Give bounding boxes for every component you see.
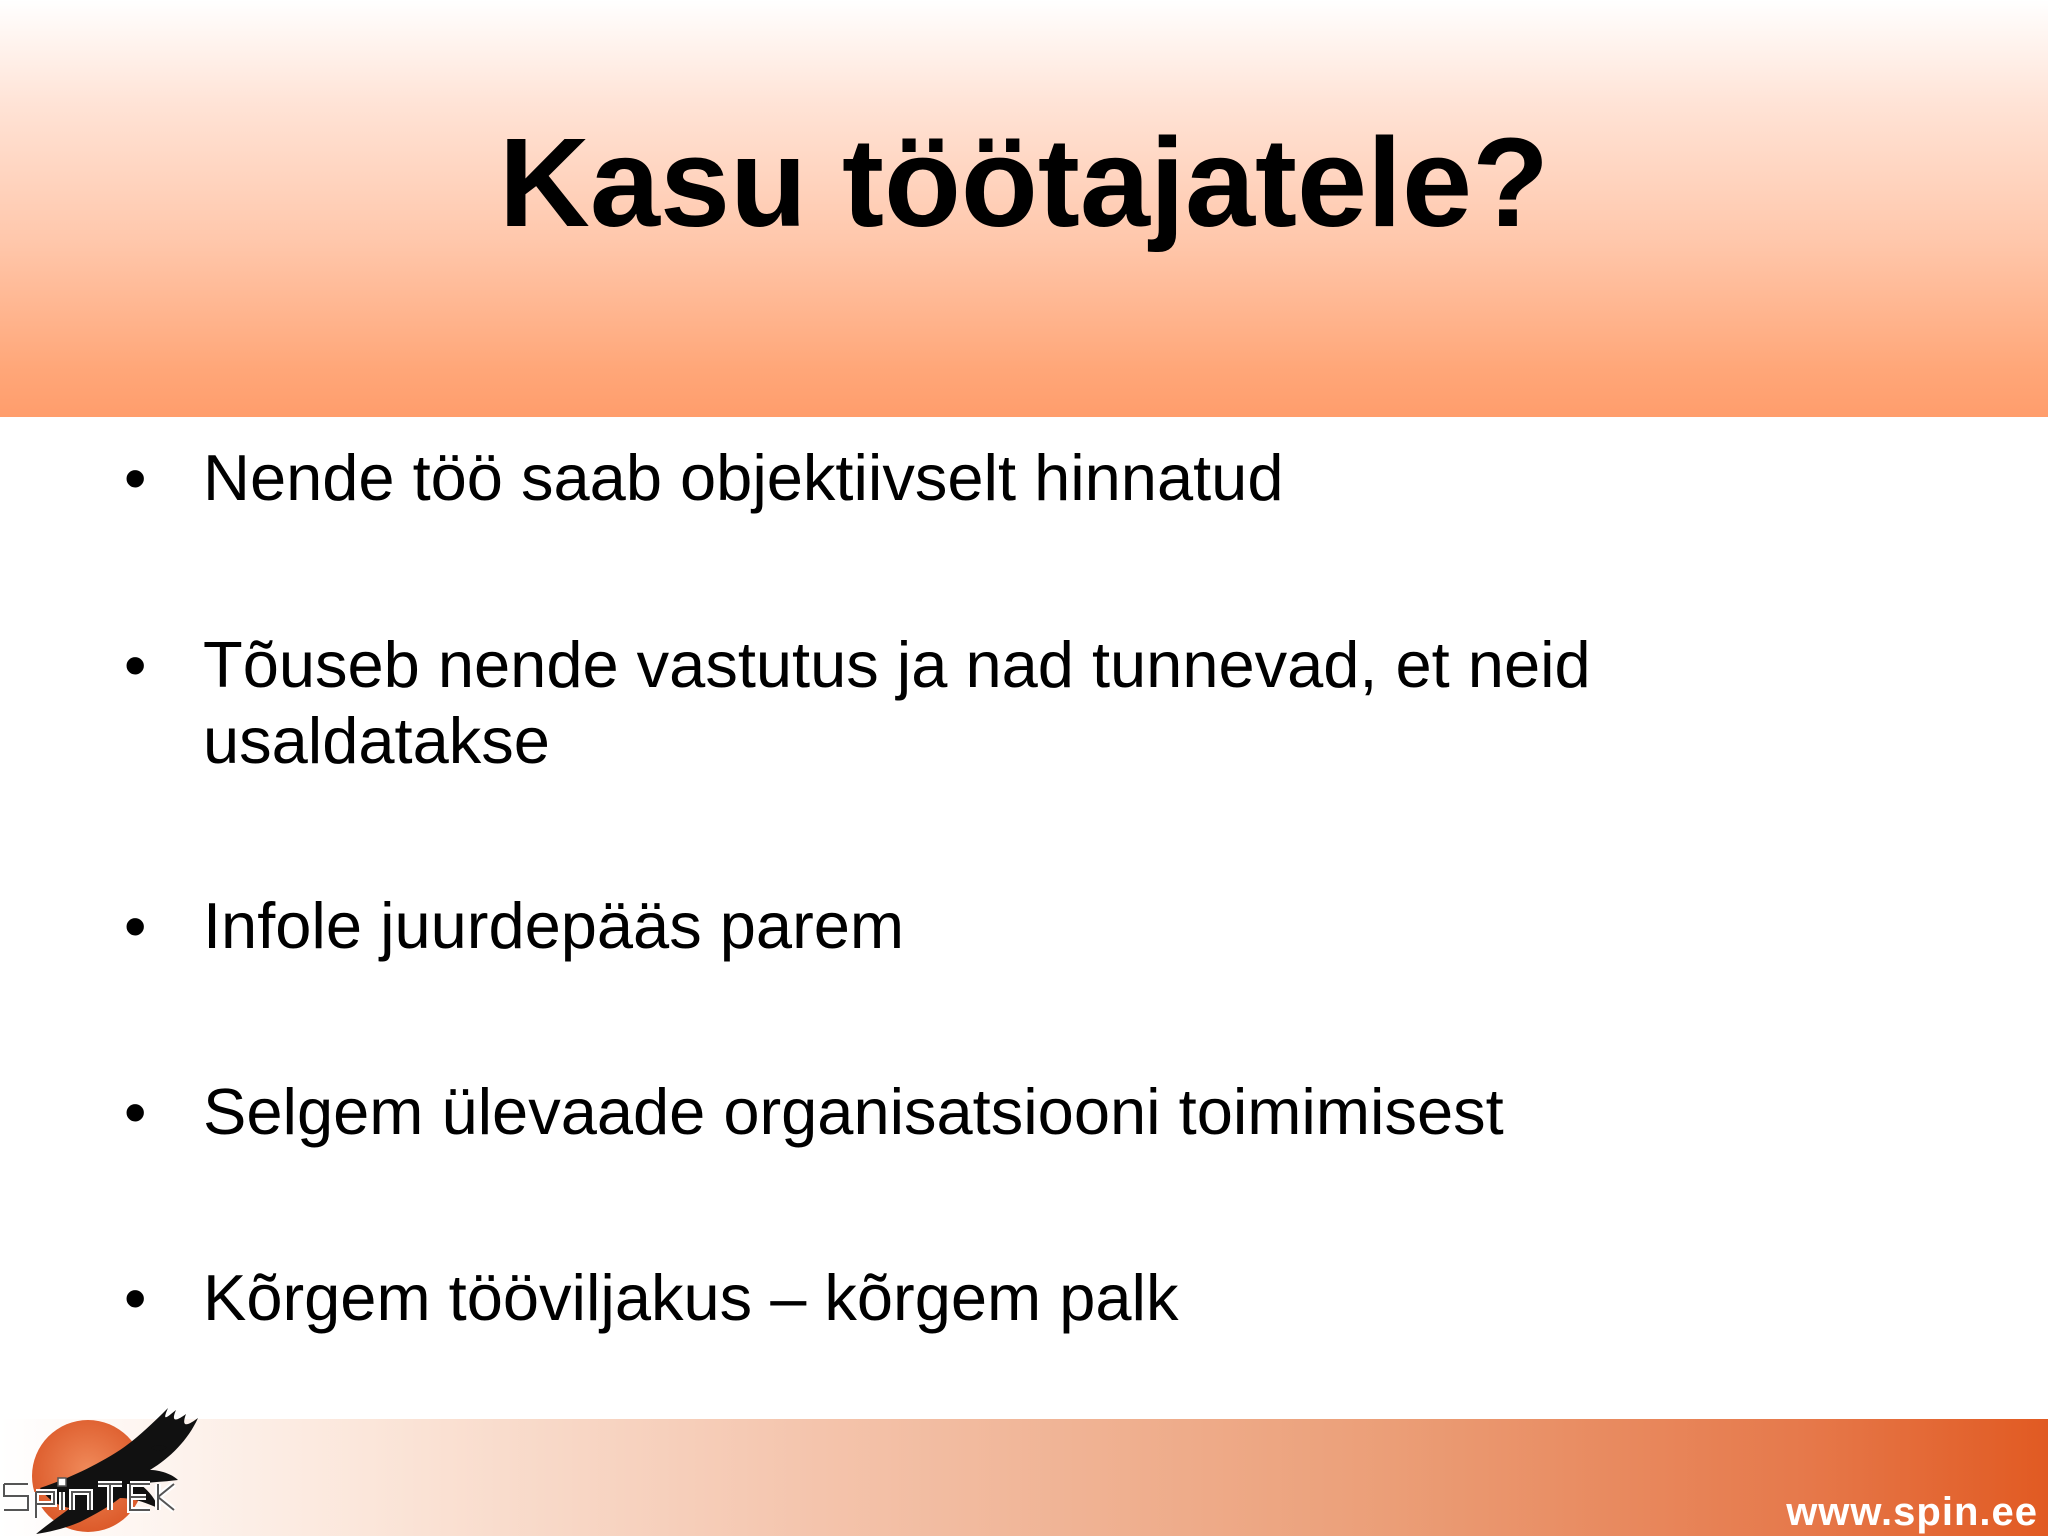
bullet-symbol: • [124,1076,147,1148]
bullet-text: Kõrgem tööviljakus – kõrgem palk [203,1261,1179,1334]
footer-band [0,1419,2048,1536]
bullet-text: Infole juurdepääs parem [203,889,905,962]
footer-url: www.spin.ee [1786,1490,2038,1534]
bullet-symbol: • [124,442,147,514]
slide-title: Kasu töötajatele? [498,112,1550,253]
bullet-symbol: • [124,890,147,962]
bullet-text: Tõuseb nende vastutus ja nad tunnevad, et neid usaldatakse [203,628,1591,777]
bullet-symbol: • [124,1262,147,1334]
eagle-sun-logo-icon [0,1388,210,1536]
bullet-text: Nende töö saab objektiivselt hinnatud [203,441,1284,514]
bullet-symbol: • [124,629,147,701]
bullet-text: Selgem ülevaade organisatsiooni toimimisest [203,1075,1504,1148]
